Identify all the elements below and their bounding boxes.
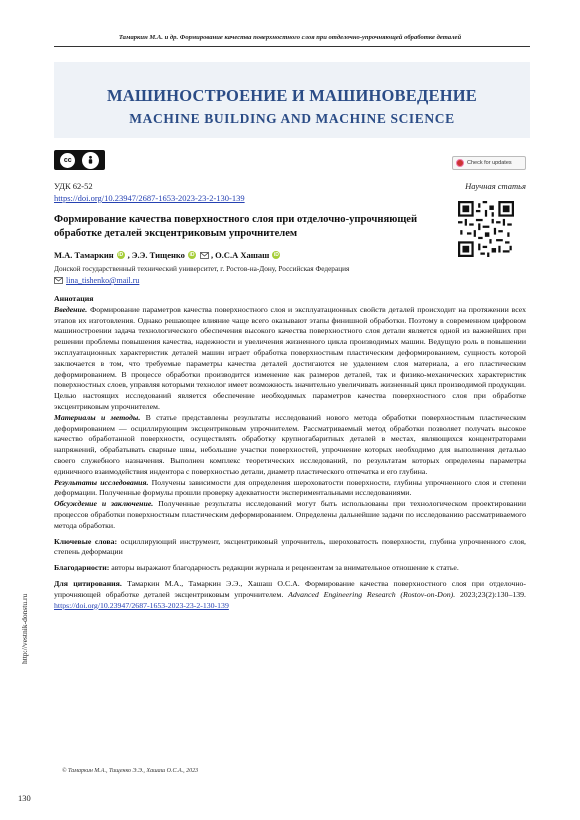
abstract-introduction [54,305,526,413]
citation-journal: Advanced Engineering Research (Rostov-on-Don). [288,589,456,599]
copyright-notice: © Тамаркин М.А., Тищенко Э.Э., Хашаш О.С.А., 2023 [62,768,199,774]
person-icon [82,152,99,169]
envelope-icon [54,277,63,284]
orcid-icon[interactable]: iD [189,252,195,258]
author-name: О.С.А Хашаш [215,250,270,260]
cc-icon: cc [60,153,75,168]
citation-text: Тамаркин М.А., Тамаркин Э.Э., Хашаш О.С.А. Формирование качества поверхностного слоя при отделочно-упрочняющей обработке деталей эксцентриковым упрочнителем. [54,578,526,599]
email-link[interactable]: lina_tishenko@mail.ru [66,276,140,285]
cc-by-license-badge[interactable] [54,150,105,170]
page-number: 130 [18,793,31,803]
header-divider [54,46,530,47]
abstract-heading: Аннотация [54,294,94,303]
check-for-updates-label: Check for updates [467,160,512,166]
orcid-icon[interactable]: iD [273,252,279,258]
keywords-label: Ключевые слова: [54,536,118,546]
acknowledgements [54,563,526,574]
introduction-label: Введение. [54,304,88,314]
running-header: Тамаркин М.А. и др. Формирование качества поверхностного слоя при отделочно-упрочняющей обработке деталей [118,34,462,41]
abstract-methods [54,413,526,478]
citation-doi-link[interactable]: https://doi.org/10.23947/2687-1653-2023-23-2-130-139 [54,600,229,610]
check-for-updates-button[interactable] [452,156,526,170]
section-title-en: MACHINE BUILDING AND MACHINE SCIENCE [129,111,455,126]
crossmark-icon [456,159,464,167]
orcid-icon[interactable]: iD [118,252,124,258]
abstract-discussion [54,499,526,531]
envelope-icon [200,252,209,259]
citation-label: Для цитирования. [54,578,122,588]
journal-site-link[interactable]: http://vestnik-donstu.ru [20,593,29,664]
discussion-text: Полученные результаты исследований могут быть использованы при технологическом проектировании процессов обработки поверхностным пластическим деформированием. Определены дальнейшие задачи по исследованию рассматриваемого метода обработки. [54,499,526,530]
doi-link[interactable]: https://doi.org/10.23947/2687-1653-2023-23-2-130-139 [54,193,245,203]
discussion-label: Обсуждение и заключение. [54,499,154,509]
results-text: Получены зависимости для определения шероховатости поверхности, глубины упрочненного слоя и степени деформации. Полученные формулы прошли проверку адекватности экспериментальными исследованиями. [54,477,526,498]
author-separator: , [210,250,214,260]
acknowledgements-text: авторы выражают благодарность редакции журнала и рецензентам за внимательное отношение к статье. [111,563,459,573]
article-type: Научная статья [465,181,526,191]
results-label: Результаты исследования. [54,477,149,487]
methods-label: Материалы и методы. [54,412,141,422]
qr-code-icon [458,201,514,257]
introduction-text: Формирование параметров качества поверхностного слоя и эксплуатационных свойств деталей происходит на протяжении всех этапов их изготовления. Однако решающее влияние чаще всего оказывают этапы финишной обработки. Поэтому в современном цифровом машиностроении задача технологического обеспечения высокого качества поверхностного слоя детали является одной из важнейших при решении проблемы повышения качества, надежности и увеличения жизненного цикла производимых машин. Ведущую роль в повышении эксплуатационных характеристик деталей машин играет обработка поверхностным пластическим деформированием, сущность которой заключается в том, что требуемые параметры качества деталей достигаются не удалением слоя материала, а его пластическим деформированием. В процессе обработки производится изменение как размеров деталей, так и физико-механических характеристик поверхностных слоев, управляя которыми технолог имеет возможность значительно увеличивать жизненный цикл производимой продукции. Целью настоящих исследований является обеспечение необходимых параметров качества поверхностного слоя при обработке эксцентриковым упрочнителем. [54,304,527,411]
keywords [54,537,526,559]
author-list [54,250,281,260]
affiliation: Донской государственный технический университет, г. Ростов-на-Дону, Российская Федерация [54,264,350,273]
methods-text: В статье представлены результаты исследований нового метода обработки поверхностным пластическим деформированием — осциллирующим эксцентриковым упрочнителем. Рассматриваемый метод обработки позволяет получать высокое качество обработанной поверхности, осуществлять обработку крупногабаритных деталей в местах, являющихся концентраторами напряжений, обрабатывать сварные швы, небольшие участки поверхностей, упрочнение которых необходимо для выполнения деталью своего служебного назначения. Выполнен комплекс теоретических исследований, по результатам которых определены параметры единичного взаимодействия индентора с поверхностью детали, диаметр пластического отпечатка и его глубина. [54,412,526,476]
author-name: Э.Э. Тищенко [131,250,185,260]
article-body [54,294,526,611]
article-title: Формирование качества поверхностного слоя при отделочно-упрочняющей обработке деталей эксцентриковым упрочнителем [54,214,418,239]
abstract-results [54,478,526,500]
udc-code: УДК 62-52 [54,181,93,191]
citation-details: 2023;23(2):130–139. [459,589,526,599]
email-line [54,276,139,285]
keywords-text: осциллирующий инструмент, эксцентриковый упрочнитель, шероховатость поверхности, глубина упрочненного слоя, степень деформации [54,536,526,557]
section-banner [54,62,530,138]
by-person-glyph [85,155,96,166]
author-separator: , [127,250,130,260]
author-name: М.А. Тамаркин [54,250,114,260]
acknowledgements-label: Благодарности: [54,563,110,573]
citation [54,579,526,611]
section-title-ru: МАШИНОСТРОЕНИЕ И МАШИНОВЕДЕНИЕ [107,86,477,105]
